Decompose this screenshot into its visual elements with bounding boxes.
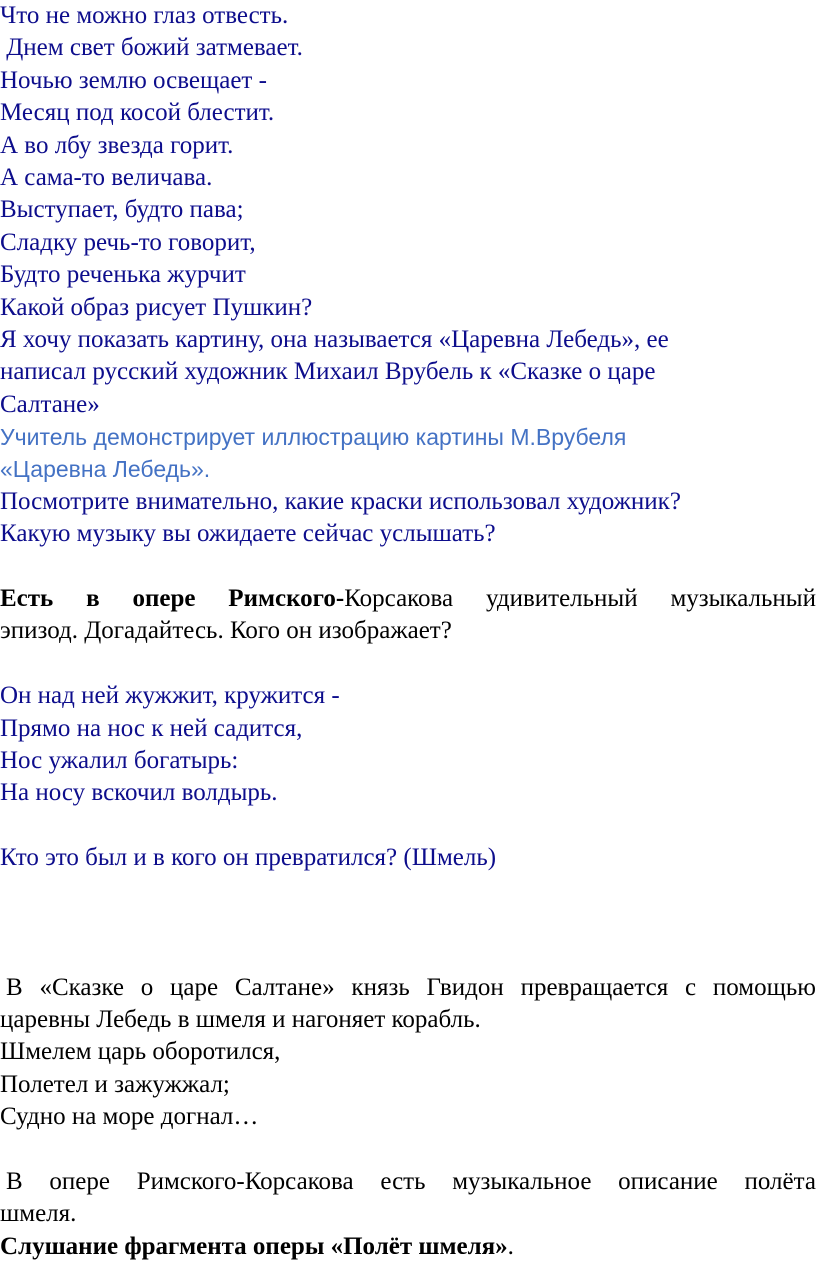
word: Гвидон [426, 973, 504, 1001]
word: Салтане» [234, 973, 335, 1001]
opera-paragraph [0, 583, 816, 648]
justified-line [0, 1166, 816, 1198]
paragraph-line: написал русский художник Михаил Врубель к «Сказке о царе [0, 358, 656, 386]
poem-line: Днем свет божий затмевает. [0, 34, 303, 62]
spacer [0, 1134, 816, 1166]
note-line: «Царевна Лебедь». [0, 456, 211, 483]
painting-intro [0, 324, 816, 421]
bold-word: Есть [0, 585, 54, 613]
poem-line: Выступает, будто пава; [0, 196, 244, 224]
poem-line: Что не можно глаз отвесть. [0, 2, 289, 29]
word: помощью [712, 973, 816, 1001]
word: описание [618, 1167, 718, 1195]
poem-line: Месяц под косой блестит. [0, 99, 275, 127]
paragraph-line: эпизод. Догадайтесь. Кого он изображает? [0, 617, 452, 645]
poem-line: Будто реченька журчит [0, 261, 246, 289]
composer-name: Римского-Корсакова [228, 585, 454, 613]
poem-line: Шмелем царь оборотился, [0, 1038, 281, 1066]
poem-stanza-2 [0, 1036, 816, 1133]
word: В [6, 973, 23, 1001]
riddle-line: Прямо на нос к ней садится, [0, 714, 303, 742]
paragraph-line: шмеля. [0, 1200, 77, 1228]
word: царе [170, 973, 219, 1001]
riddle-line: На носу вскочил волдырь. [0, 779, 278, 807]
paragraph-line: царевны Лебедь в шмеля и нагоняет корабль. [0, 1005, 481, 1033]
word: «Сказке [39, 973, 124, 1001]
poem-stanza-1 [0, 0, 816, 292]
spacer [0, 551, 816, 583]
poem-line: Сладку речь-то говорит, [0, 228, 256, 256]
word: полёта [744, 1167, 816, 1195]
justified-line [0, 972, 816, 1004]
paragraph-line: Салтане» [0, 390, 100, 418]
gvidon-paragraph [0, 972, 816, 1037]
listening-bold-text: Слушание фрагмента оперы «Полёт шмеля» [0, 1232, 508, 1260]
word: о [140, 973, 154, 1001]
word: удивительный [485, 585, 638, 613]
flight-paragraph [0, 1166, 816, 1231]
teacher-note [0, 421, 816, 486]
bold-word: в [86, 585, 100, 613]
word: превращается [520, 973, 669, 1001]
word: Римского-Корсакова [136, 1167, 354, 1195]
poem-line: Полетел и зажужжал; [0, 1070, 230, 1098]
justified-line [0, 583, 816, 615]
spacer [0, 648, 816, 680]
word: В [6, 1167, 23, 1195]
bold-word: опере [132, 585, 196, 613]
spacer [0, 810, 816, 842]
spacer [0, 875, 816, 972]
poem-line: А во лбу звезда горит. [0, 131, 234, 159]
riddle-line: Нос ужалил богатырь: [0, 746, 239, 774]
paragraph-line: Я хочу показать картину, она называется «Царевна Лебедь», ее [0, 325, 669, 353]
word: есть [380, 1167, 426, 1195]
poem-line: Ночью землю освещает - [0, 66, 267, 94]
question-line: Какую музыку вы ожидаете сейчас услышать? [0, 520, 496, 548]
riddle-stanza [0, 680, 816, 810]
riddle-line: Он над ней жужжит, кружится - [0, 682, 340, 710]
question-line: Посмотрите внимательно, какие краски использовал художник? [0, 487, 681, 515]
word: с [684, 973, 697, 1001]
note-line: Учитель демонстрирует иллюстрацию картины М.Врубеля [0, 424, 627, 451]
question-pushkin: Какой образ рисует Пушкин? [0, 293, 313, 321]
listening-heading [0, 1231, 816, 1263]
poem-line: А сама-то величава. [0, 163, 213, 191]
word: музыкальный [670, 585, 816, 613]
poem-line: Судно на море догнал… [0, 1103, 259, 1131]
word: князь [351, 973, 410, 1001]
questions-painting [0, 486, 816, 551]
word: музыкальное [452, 1167, 592, 1195]
listening-tail: . [507, 1232, 514, 1260]
word: опере [49, 1167, 110, 1195]
question-bumblebee: Кто это был и в кого он превратился? (Шмель) [0, 844, 497, 872]
